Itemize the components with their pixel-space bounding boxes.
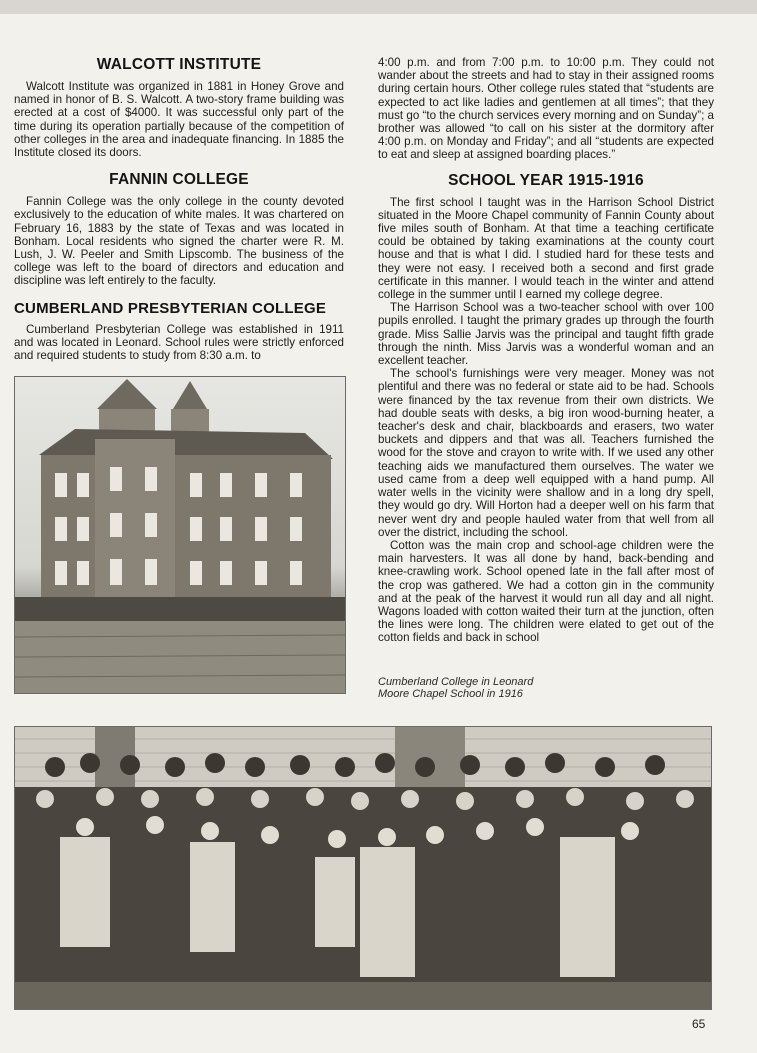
fannin-body: Fannin College was the only college in the county devoted exclusively to the education of white males. It was chartered on February 16, 1883 by the state of Texas and was located in Bonham. Local residents who signed the charter were R. M. Lush, J. W. Peeler and Smith Lipscomb. The business of the college was left to the board of directors and education and discipline was left entirely to the faculty. [14, 195, 344, 288]
cumberland-continued: 4:00 p.m. and from 7:00 p.m. to 10:00 p.m. They could not wander about the streets and had to stay in their assigned rooms during certain hours. Other college rules stated that “students are expected to act like ladies and gentlemen at all times”; that they must go “to the church services every morning and on Sunday”; a brother was allowed “to call on his sister at the dormitory after 4:00 p.m. on Monday and Friday”; and all “students are expected to eat and sleep at assigned boarding places.” [378, 56, 714, 162]
page-number: 65 [692, 1017, 706, 1031]
school-year-heading: SCHOOL YEAR 1915-1916 [448, 171, 644, 189]
school-group-illustration [15, 727, 711, 1009]
walcott-heading: WALCOTT INSTITUTE [96, 56, 262, 73]
fannin-heading: FANNIN COLLEGE [109, 171, 249, 189]
walcott-body: Walcott Institute was organized in 1881 in Honey Grove and named in honor of B. S. Walcott. A two-story frame building was erected at a cost of $4000. It was successful only part of the time during its operation partially because of the competition of other colleges in the area and inadequate financing. In 1885 the Institute closed its doors. [14, 80, 344, 160]
caption-school: Moore Chapel School in 1916 [378, 688, 523, 700]
cumberland-body: Cumberland Presbyterian College was established in 1911 and was located in Leonard. School rules were strictly enforced and required students to study from 8:30 a.m. to [14, 322, 344, 363]
school-paragraph-1: The first school I taught was in the Harrison School District situated in the Moore Chapel community of Fannin County about five miles south of Bonham. At that time a teaching certificate could be obtained by taking examinations at the county court house and that is what I did. I studied hard for these tests and they were not easy. I received both a second and first grade certificate in this manner. I would teach in the winter and attend college in the summer until I earned my college degree. [378, 195, 714, 302]
college-building-illustration [15, 377, 345, 693]
school-paragraph-4: Cotton was the main crop and school-age children were the main harvesters. It was all done by hand, back-bending and knee-crawling work. School opened late in the fall after most of the crop was gathered. We had a cotton gin in the community and at the peak of the harvest it would run all day and all night. Wagons loaded with cotton waited their turn at the junction, often the lines were long. The children were elated to get out of the cotton fields and back in school [378, 538, 714, 645]
cumberland-heading: CUMBERLAND PRESBYTERIAN COLLEGE [14, 299, 327, 317]
school-paragraph-2: The Harrison School was a two-teacher school with over 100 pupils enrolled. I taught the primary grades up through the fourth grade. Miss Sallie Jarvis was the principal and taught fifth grade through the ninth. Miss Jarvis was a wonderful woman and an excellent teacher. [378, 301, 714, 368]
right-column [378, 56, 714, 645]
college-building-photo [14, 376, 346, 694]
caption-college: Cumberland College in Leonard [378, 676, 534, 688]
photo-captions [378, 676, 678, 700]
school-paragraph-3: The school's furnishings were very meager. Money was not plentiful and there was no federal or state aid to be had. Schools were financed by the tax revenue from their own districts. We had double seats with desks, a big iron wood-burning heater, a teacher's desk and chair, blackboards and erasers, two water buckets and dippers and that was all. Teachers furnished the wood for the stove and crayon to write with. If we used any other teaching aids we manufactured them ourselves. The water we used came from a deep well equipped with a hand pump. All water wells in the vicinity were shallow and in a long dry spell, they would go dry. Will Horton had a deeper well on his farm that never went dry and people hauled water from that well from all over the district, including the school. [378, 367, 714, 539]
left-column [14, 56, 344, 362]
school-group-photo [14, 726, 712, 1010]
page-top-band [0, 0, 757, 14]
